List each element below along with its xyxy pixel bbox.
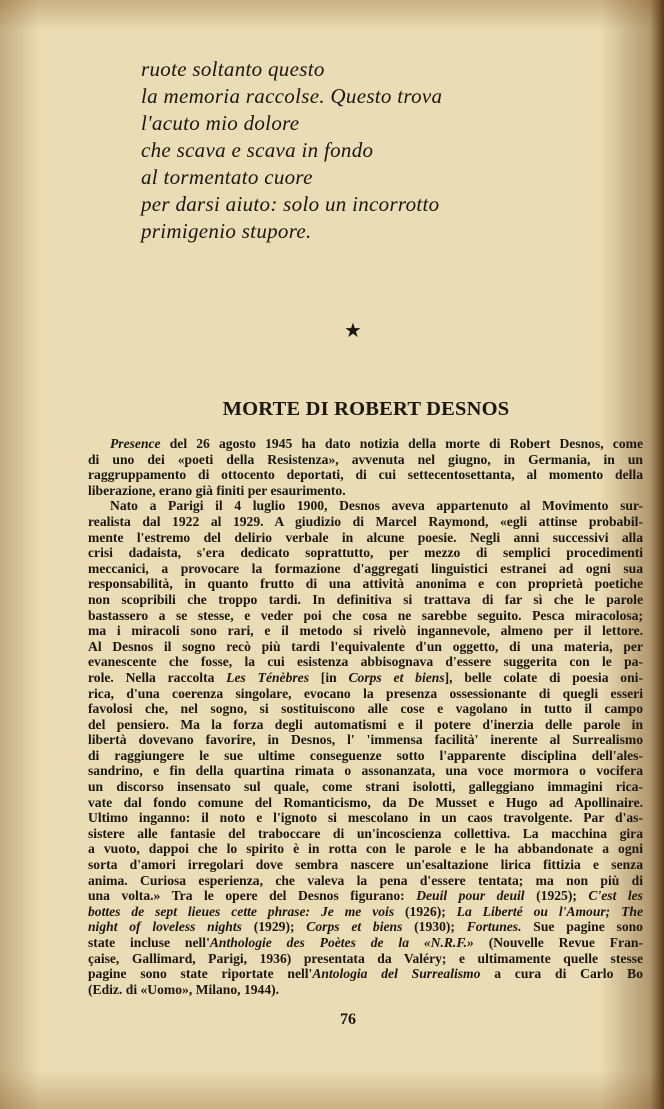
poem-line: che scava e scava in fondo — [141, 138, 374, 162]
text-segment: raggruppamento di ottocento deportati, di cui settecentosettanta, al momento della — [88, 467, 643, 483]
text-line — [88, 498, 643, 514]
text-segment: a vuoto, dappoi che lo spirito è in rotta con le parole e le ha abbandonate a ogni — [88, 841, 643, 857]
text-line — [88, 888, 643, 904]
text-segment: ], belle colate di poesia oni- — [444, 669, 643, 685]
text-line — [88, 951, 643, 967]
text-segment: di uno dei «poeti della Resistenza», avvenuta nel giugno, in Germania, in un — [88, 451, 643, 467]
poem-line: l'acuto mio dolore — [141, 111, 300, 135]
text-line — [88, 592, 643, 608]
italic-title: bottes de sept lieues cette phrase: Je me vois — [88, 903, 395, 919]
section-title: MORTE DI ROBERT DESNOS — [222, 398, 510, 420]
italic-title: C'est les — [588, 888, 643, 904]
text-segment: bastassero a se stesse, e veder poi che cosa ne sarebbe seguito. Pesca miracolosa; — [88, 607, 643, 623]
text-line — [88, 436, 643, 452]
text-segment: (Nouvelle Revue Fran- — [473, 935, 643, 950]
text-segment: çaise, Gallimard, Parigi, 1936) presentata da Valéry; e ultimamente quelle stesse — [88, 950, 643, 966]
text-segment: responsabilità, in quanto frutto di una attività anonima e con proprietà poetiche — [88, 576, 643, 592]
text-segment: (1925); — [524, 888, 589, 904]
italic-title: La Liberté ou l'Amour; The — [456, 903, 643, 919]
text-segment: ma i miracoli sono rari, e il metodo si rivelò ingannevole, almeno per il lettore. — [88, 623, 643, 639]
text-line — [88, 966, 643, 982]
text-line — [88, 561, 643, 577]
text-segment: sorta d'amori irregolari dove sembra nascere un'esaltazione lirica fittizia e senza — [88, 857, 643, 873]
text-line — [88, 982, 643, 998]
italic-title: Antologia del Surrealismo — [312, 966, 481, 982]
italic-title: Presence — [110, 436, 161, 451]
text-line — [88, 701, 643, 717]
text-segment: (1930); — [402, 919, 467, 935]
italic-title: Deuil pour deuil — [416, 888, 525, 904]
italic-title: night of loveless nights — [88, 919, 242, 935]
text-segment: Sue pagine sono — [521, 919, 643, 935]
italic-title: Corps et biens — [306, 919, 403, 935]
text-line — [88, 732, 643, 748]
text-line — [88, 670, 643, 686]
text-line — [88, 452, 643, 468]
text-segment: evanescente che fosse, la cui esistenza abbisognava d'essere suggerita con le pa- — [88, 654, 643, 670]
italic-title: Fortunes. — [466, 919, 522, 935]
text-line — [88, 873, 643, 889]
text-segment: Nato a Parigi il 4 luglio 1900, Desnos aveva appartenuto al Movimento sur- — [110, 498, 643, 514]
text-line — [88, 748, 643, 764]
text-line — [88, 904, 643, 920]
text-line — [88, 763, 643, 779]
text-segment: (1929); — [241, 919, 307, 935]
text-segment: sandrino, e fin della quartina rimata o assonanzata, una voce mormora o vocifera — [88, 763, 643, 779]
text-segment: una volta.» Tra le opere del Desnos figurano: — [88, 888, 417, 904]
text-segment: Ultimo inganno: il noto e l'ignoto si mescolano in un caos travolgente. Par d'as- — [88, 810, 643, 826]
article-body — [88, 436, 643, 997]
poem-line: al tormentato cuore — [141, 165, 313, 189]
text-line — [88, 810, 643, 826]
text-line — [88, 686, 643, 702]
italic-title: Les Ténèbres — [226, 669, 309, 685]
star-separator-icon: ★ — [344, 320, 362, 342]
text-segment: pagine sono state riportate nell' — [88, 966, 313, 982]
poem-line: la memoria raccolse. Questo trova — [141, 84, 443, 108]
text-segment: (1926); — [394, 903, 457, 919]
text-line — [88, 576, 643, 592]
text-line — [88, 514, 643, 530]
text-line — [88, 857, 643, 873]
text-segment: del pensiero. Ma la forza degli automatismi e il potere d'inerzia delle parole in — [88, 716, 643, 732]
italic-title: Corps et biens — [348, 669, 445, 685]
text-segment: favolosi che, nel sogno, si sostituiscono alle cose e vagolano in tutto il campo — [88, 701, 643, 717]
text-segment: a cura di Carlo Bo — [480, 966, 644, 982]
text-segment: [in — [309, 669, 349, 685]
text-line — [88, 795, 643, 811]
poem-line: primigenio stupore. — [141, 219, 312, 243]
text-line — [88, 483, 643, 499]
text-line — [88, 545, 643, 561]
text-segment: meccanici, a provocare la formazione d'aggregati linguistici estranei ad ogni sua — [88, 560, 643, 576]
text-segment: un discorso insensato sul quale, come strani isolotti, galleggiano immagini rica- — [88, 779, 643, 795]
text-segment: state incluse nell' — [88, 935, 210, 950]
text-segment: non scopribili che troppo tardi. In definitiva si trattava di far sì che le parole — [88, 591, 643, 607]
text-line — [88, 623, 643, 639]
text-segment: di raggiungere le sue ultime conseguenze sotto l'apparente disciplina dell'ales- — [88, 747, 643, 763]
text-segment: liberazione, erano già finiti per esaurimento. — [88, 482, 346, 498]
text-line — [88, 654, 643, 670]
text-segment: del 26 agosto 1945 ha dato notizia della morte di Robert Desnos, come — [160, 436, 643, 451]
text-segment: Al Desnos il sogno recò più tardi l'equivalente d'un oggetto, di una materia, per — [88, 638, 643, 654]
italic-title: Anthologie des Poètes de la «N.R.F.» — [209, 935, 474, 950]
poem-line: per darsi aiuto: solo un incorrotto — [141, 192, 440, 216]
text-line — [88, 530, 643, 546]
text-line — [88, 467, 643, 483]
text-segment: role. Nella raccolta — [88, 669, 227, 685]
text-segment: (Ediz. di «Uomo», Milano, 1944). — [88, 981, 280, 997]
text-line — [88, 717, 643, 733]
text-segment: crisi dadaista, s'era dedicato soprattutto, per mezzo di semplici procedimenti — [88, 545, 643, 561]
poem-line: ruote soltanto questo — [141, 57, 325, 81]
text-segment: libertà dovevano favorire, in Desnos, l' 'immensa facilità' inerente al Surrealismo — [88, 732, 643, 748]
poem-excerpt — [141, 56, 442, 245]
text-segment: vate dal fondo comune del Romanticismo, da De Musset e Hugo ad Apollinaire. — [88, 794, 643, 810]
text-line — [88, 779, 643, 795]
text-line — [88, 639, 643, 655]
text-segment: realista dal 1922 al 1929. A giudizio di Marcel Raymond, «egli attinse probabil- — [88, 513, 643, 529]
text-line — [88, 919, 643, 935]
text-segment: mente l'estremo del delirio verbale in alcune poesie. Negli anni successivi alla — [88, 529, 643, 545]
page-number: 76 — [340, 1011, 356, 1028]
text-segment: sistere alle fantasie del traboccare di un'incoscienza collettiva. La macchina gira — [88, 825, 643, 841]
text-line — [88, 826, 643, 842]
text-segment: anima. Curiosa esperienza, che valeva la pena d'essere tentata; ma non più di — [88, 872, 643, 888]
text-segment: rica, d'una coerenza singolare, evocano la presenza ossessionante di quegli esseri — [88, 685, 643, 701]
text-line — [88, 841, 643, 857]
text-line — [88, 935, 643, 951]
text-line — [88, 608, 643, 624]
